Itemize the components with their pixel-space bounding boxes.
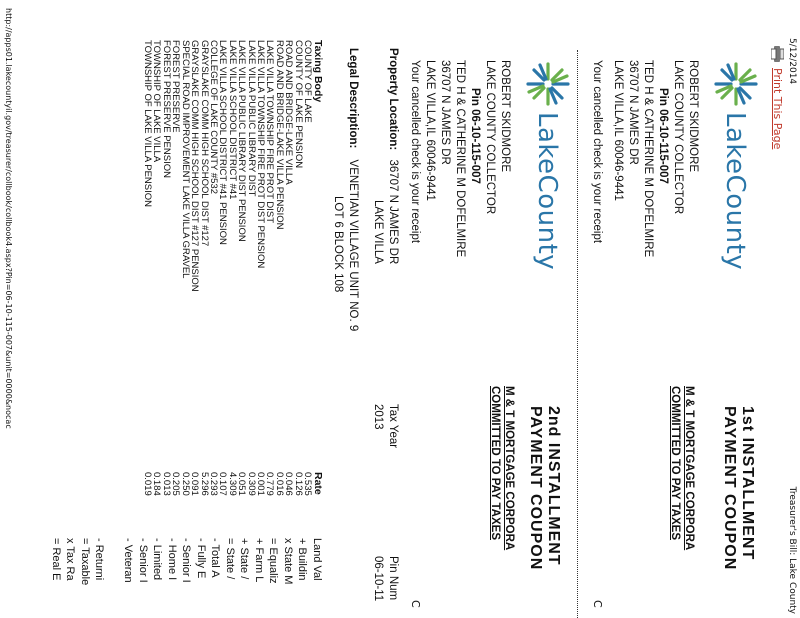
list-item: + Buildin (296, 538, 309, 581)
list-item: x State M (282, 538, 294, 585)
list-item: - Total A (209, 538, 222, 578)
coupon1-receipt: Your cancelled check is your receipt (591, 60, 603, 244)
table-row (162, 40, 171, 512)
list-item: - Limited (151, 538, 164, 581)
location-value: 36707 N JAMES DR (387, 159, 399, 265)
mortgage-line-2: COMMITTED TO PAY TAXES (669, 386, 681, 540)
taxing-body-name: FOREST PRESERVE (170, 40, 182, 133)
coupon1-mortgage (668, 386, 696, 550)
mortgage-line-1: M & T MORTGAGE CORPORA (683, 386, 695, 551)
tax-year-label: Tax Year (387, 404, 399, 449)
taxing-table-header (312, 40, 324, 512)
taxing-body-rate: 5.296 (198, 472, 210, 496)
taxing-body-name: GRAYSLAKE COMM HIGH SCHOOL DIST #127 (198, 40, 210, 247)
table-row (218, 40, 227, 512)
table-row (209, 40, 218, 512)
list-item: - Returni (93, 538, 106, 581)
list-item: = Equaliz (267, 538, 280, 584)
table-row (284, 40, 293, 512)
list-item: - Senior I (137, 538, 149, 583)
taxing-body-rate: 4.309 (226, 472, 238, 496)
pin-line: Pin 06-10-115-007 (657, 88, 669, 184)
taxing-body-name: LAKE VILLA SCHOOL DISTRICT #41 PENSION (217, 40, 229, 245)
list-item: - Fully E (195, 538, 207, 579)
taxing-body-name: LAKE VILLA TOWNSHIP FIRE PROT DIST (264, 40, 276, 224)
coupon2-heading: 2nd INSTALLMENT PAYMENT COUPON (527, 406, 562, 571)
lake-county-logo-2 (522, 62, 570, 106)
header-taxing-body: Taxing Body (312, 40, 324, 103)
table-row (171, 40, 180, 512)
taxing-body-name: FOREST PRESERVE PENSION (160, 40, 172, 178)
table-row (152, 40, 161, 512)
taxing-body-rate: 0.535 (302, 472, 313, 496)
property-location (385, 48, 400, 264)
taxing-table (143, 40, 324, 512)
collector-title: LAKE COUNTY COLLECTOR (484, 60, 496, 215)
page-header-title: Treasurer's Bill: Lake County (787, 486, 797, 614)
pin-number-label: Pin Num (387, 556, 399, 601)
list-item: - Senior I (180, 538, 193, 583)
taxing-body-rate: 0.051 (236, 472, 248, 496)
assessment-list (49, 538, 325, 585)
list-item (107, 538, 122, 585)
table-row (190, 40, 199, 512)
taxing-body-name: TOWNSHIP OF LAKE VILLA (151, 40, 163, 163)
starburst-logo-icon (526, 62, 570, 106)
list-item: = Taxable (79, 538, 91, 586)
table-row (274, 40, 283, 512)
header-rate: Rate (312, 472, 324, 495)
legal-description (345, 48, 360, 331)
location-label: Property Location: (387, 48, 399, 151)
pin-number-value: 06-10-11 (372, 556, 384, 602)
table-row (237, 40, 246, 512)
taxing-body-rate: 0.779 (264, 472, 276, 496)
table-row (256, 40, 265, 512)
collector-name: ROBERT SKIDMORE (687, 60, 699, 173)
taxing-body-rate: 0.184 (151, 472, 163, 496)
legal-line-1: VENETIAN VILLAGE UNIT NO. 9 (347, 159, 359, 332)
coupon1-edge-mark: C (591, 600, 604, 608)
coupon2-collector (422, 60, 512, 257)
taxing-body-rate: 0.205 (170, 472, 182, 496)
coupon2-mortgage (488, 386, 516, 550)
taxing-body-name: COUNTY OF LAKE PENSION (292, 40, 304, 169)
table-row (199, 40, 208, 512)
taxing-body-rate: 0.019 (142, 472, 154, 496)
list-item: + Farm L (253, 538, 265, 583)
list-item: - Home I (166, 538, 178, 581)
taxing-body-name: COLLEGE OF LAKE COUNTY #532 (207, 40, 219, 194)
table-row (227, 40, 236, 512)
taxing-body-rate: 0.250 (179, 472, 191, 496)
taxing-body-rate: 0.309 (245, 472, 257, 496)
taxing-body-rate: 0.013 (160, 472, 172, 496)
taxing-body-name: GRAYSLAKE COMM HIGH SCHOOL DIST #127 PENSION (189, 40, 201, 292)
list-item: - Veteran (122, 538, 135, 583)
list-item: Land Val (311, 538, 323, 581)
list-item: x Tax Ra (64, 538, 77, 581)
taxing-body-name: ROAD AND BRIDGE-LAKE VILLA (283, 40, 295, 185)
tax-year-value: 2013 (372, 404, 384, 430)
table-row (246, 40, 255, 512)
taxing-body-name: ROAD AND BRIDGE-LAKE VILLA PENSION (273, 40, 285, 230)
lake-county-logo (710, 62, 758, 106)
owner-address1: 36707 N JAMES DR (627, 60, 639, 165)
table-row (143, 40, 152, 512)
brand-name-2: LakeCounty (532, 112, 562, 271)
legal-label: Legal Description: (347, 48, 359, 149)
taxing-body-name: COUNTY OF LAKE (302, 40, 313, 123)
printer-icon[interactable] (768, 46, 784, 62)
legal-line-2: LOT 6 BLOCK 108 (332, 196, 344, 293)
taxing-body-rate: 0.016 (273, 472, 285, 496)
taxing-body-name: LAKE VILLA TOWNSHIP FIRE PROT DIST PENSION (254, 40, 266, 269)
coupon1-collector (610, 60, 700, 257)
brand-name: LakeCounty (720, 112, 750, 271)
owner-address2: LAKE VILLA,IL 60046-9441 (612, 60, 624, 201)
table-row (303, 40, 312, 512)
print-date: 5/12/2014 (787, 38, 797, 85)
taxing-body-name: SPECIAL ROAD IMPROVEMENT LAKE VILLA GRAVEL (179, 40, 191, 279)
taxing-body-name: LAKE VILLA SCHOOL DISTRICT #41 (226, 40, 238, 200)
taxing-body-name: TOWNSHIP OF LAKE VILLA PENSION (142, 40, 154, 208)
location-city: LAKE VILLA (372, 200, 384, 264)
taxing-body-name: LAKE VILLA PUBLIC LIBRARY DIST PENSION (236, 40, 248, 242)
taxing-body-rate: 0.126 (292, 472, 304, 496)
list-item: = State / (224, 538, 236, 580)
taxing-body-rate: 0.091 (189, 472, 201, 496)
owner-address1: 36707 N JAMES DR (439, 60, 451, 165)
list-item: + State / (238, 538, 251, 580)
taxing-body-rate: 0.293 (207, 472, 219, 496)
coupon2-edge-mark: C (409, 600, 422, 608)
taxing-body-rate: 0.107 (217, 472, 229, 496)
table-row (265, 40, 274, 512)
owner-address2: LAKE VILLA,IL 60046-9441 (424, 60, 436, 201)
taxing-body-rate: 0.046 (283, 472, 295, 496)
print-page-link[interactable]: Print This Page (771, 68, 784, 150)
collector-name: ROBERT SKIDMORE (499, 60, 511, 173)
mortgage-line-1: M & T MORTGAGE CORPORA (503, 386, 515, 551)
taxing-body-name: LAKE VILLA PUBLIC LIBRARY DIST (245, 40, 257, 197)
owner-name: TED H & CATHERINE M DOFELMIRE (454, 60, 466, 258)
starburst-logo-icon (714, 62, 758, 106)
cut-line (577, 50, 578, 618)
pin-line: Pin 06-10-115-007 (469, 88, 481, 184)
taxing-rows (143, 40, 312, 512)
mortgage-line-2: COMMITTED TO PAY TAXES (489, 386, 501, 540)
coupon2-receipt: Your cancelled check is your receipt (409, 60, 421, 244)
owner-name: TED H & CATHERINE M DOFELMIRE (642, 60, 654, 258)
table-row (180, 40, 189, 512)
table-row (293, 40, 302, 512)
coupon1-heading: 1st INSTALLMENT PAYMENT COUPON (721, 406, 756, 571)
list-item: = Real E (50, 538, 62, 581)
footer-url: http://apps01.lakecountyil.gov/treasurer/collbook/collbook4.aspx?Pin=06-10-115-007&unit=0000&nocac (4, 8, 13, 429)
collector-title: LAKE COUNTY COLLECTOR (672, 60, 684, 215)
taxing-body-rate: 0.001 (254, 472, 266, 496)
